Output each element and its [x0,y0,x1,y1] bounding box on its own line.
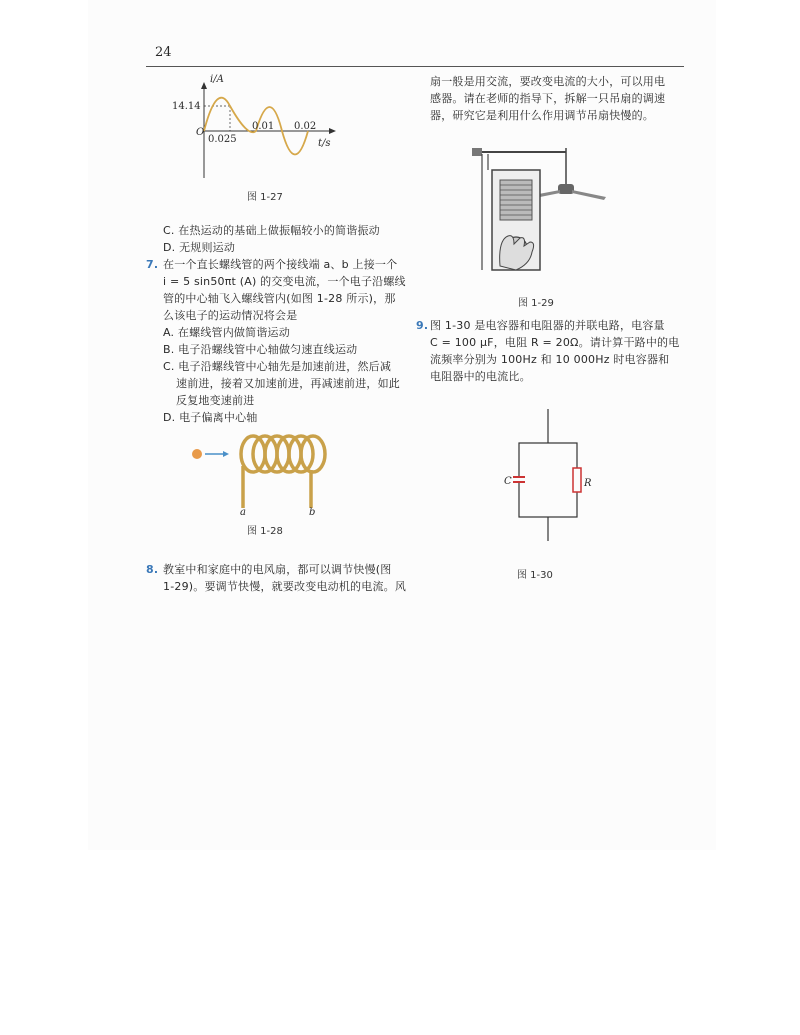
q6-option-c: C. 在热运动的基础上做振幅较小的简谐振动 [163,224,380,237]
parallel-loop [519,443,577,517]
x-axis-label: t/s [318,138,331,149]
q9-number: 9. [416,319,429,332]
y-axis-arrow [201,82,207,89]
figure-1-30-caption: 图 1-30 [517,570,553,581]
page-number: 24 [155,45,172,60]
electron-arrowhead [223,451,229,457]
q7-option-a: A. 在螺线管内做简谐运动 [163,326,290,339]
fan-blade-right [572,190,606,200]
q7-option-c-cont-2: 反复地变速前进 [176,394,255,407]
q8-cont-line-3: 器，研究它是利用什么作用调节吊扇快慢的。 [430,109,654,122]
q8-number: 8. [146,563,159,576]
q9-line-3: 流频率分别为 100Hz 和 10 000Hz 时电容器和 [430,353,670,366]
terminal-b-label: b [309,507,316,518]
q6-option-d: D. 无规则运动 [163,241,236,254]
q8-cont-line-2: 感器。请在老师的指导下，拆解一只吊扇的调速 [430,92,666,105]
wall-mount [472,148,482,156]
t1-label: 0.025 [208,134,237,145]
solenoid-coil [241,436,325,472]
q7-option-c: C. 电子沿螺线管中心轴先是加速前进，然后减 [163,360,392,373]
y-peak-label: 14.14 [172,101,201,112]
origin-label: O [196,127,205,138]
q7-option-d: D. 电子偏离中心轴 [163,411,258,424]
q8-cont-line-1: 扇一般是用交流，要改变电流的大小，可以用电 [430,75,666,88]
q7-option-b: B. 电子沿螺线管中心轴做匀速直线运动 [163,343,358,356]
electron-icon [192,449,202,459]
t3-label: 0.02 [294,121,317,132]
capacitor-label: C [504,476,512,487]
q8-line-2: 1-29)。要调节快慢，就要改变电动机的电流。风 [163,580,407,593]
y-axis-label: i/A [210,74,224,85]
figure-1-28-caption: 图 1-28 [247,526,283,537]
figure-1-30-circuit [510,405,590,545]
q9-line-1: 图 1-30 是电容器和电阻器的并联电路，电容量 [430,319,665,332]
q8-line-1: 教室中和家庭中的电风扇，都可以调节快慢(图 [163,563,392,576]
q7-stem-line-2: i = 5 sin50πt (A) 的交变电流，一个电子沿螺线 [163,275,406,288]
q9-line-2: C = 100 μF，电阻 R = 20Ω。请计算干路中的电 [430,336,680,349]
figure-1-29-fan-regulator [470,140,620,280]
figure-1-29-caption: 图 1-29 [518,298,554,309]
q9-line-4: 电阻器中的电流比。 [430,370,531,383]
fan-motor [558,184,574,194]
figure-1-27-caption: 图 1-27 [247,192,283,203]
header-rule [146,66,684,67]
x-axis-arrow [329,128,336,134]
q7-number: 7. [146,258,159,271]
terminal-a-label: a [240,507,246,518]
resistor-label: R [584,478,592,489]
t2-label: 0.01 [252,121,275,132]
q7-stem-line-1: 在一个直长螺线管的两个接线端 a、b 上接一个 [163,258,398,271]
q7-option-c-cont-1: 速前进，接着又加速前进，再减速前进，如此 [176,377,400,390]
resistor [573,468,581,492]
q7-stem-line-4: 么该电子的运动情况将会是 [163,309,298,322]
q7-stem-line-3: 管的中心轴飞入螺线管内(如图 1-28 所示)，那 [163,292,396,305]
